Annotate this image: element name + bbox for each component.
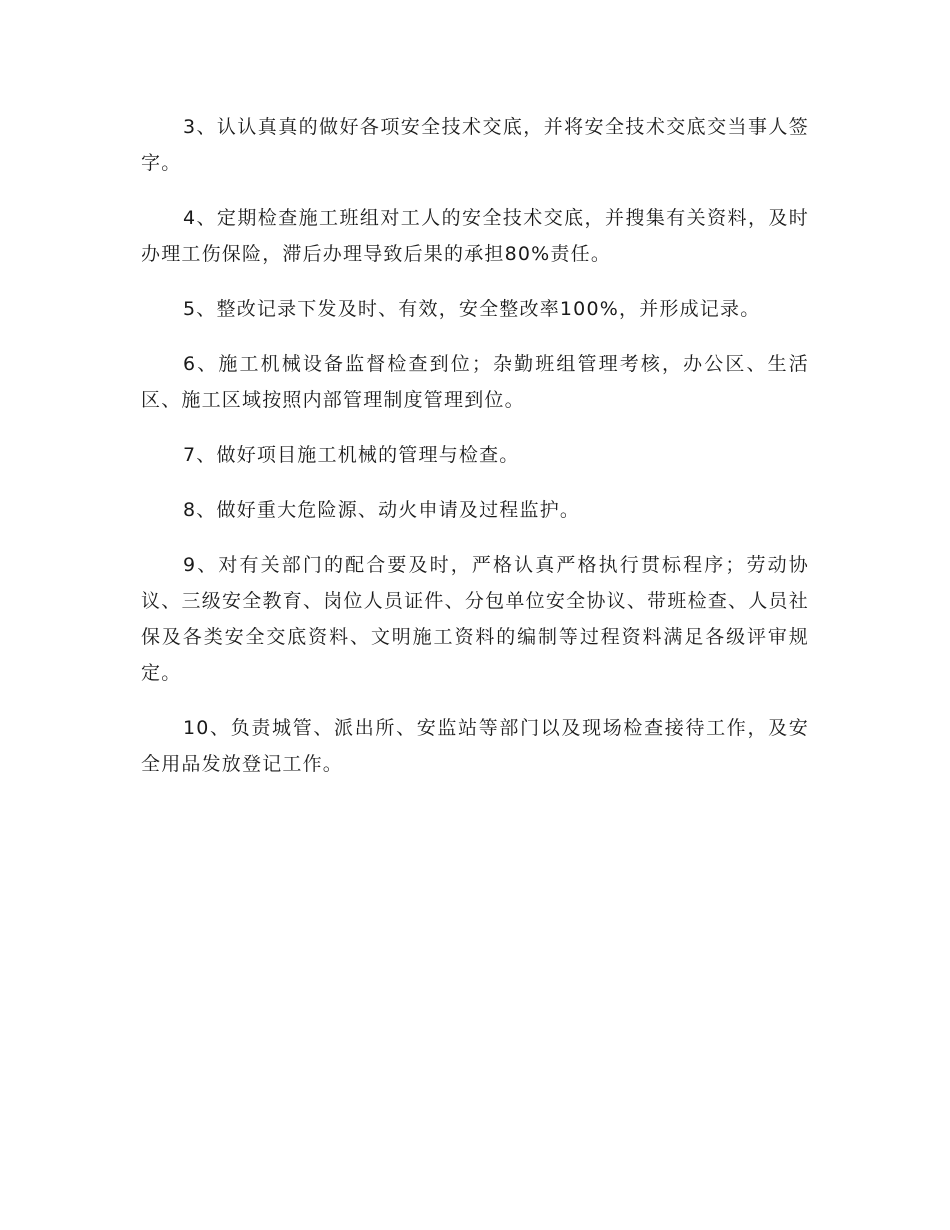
paragraph-item-4: 4、定期检查施工班组对工人的安全技术交底，并搜集有关资料，及时办理工伤保险，滞后办理导致后果的承担80%责任。	[141, 207, 809, 265]
paragraph-item-5: 5、整改记录下发及时、有效，安全整改率100%，并形成记录。	[183, 298, 761, 320]
document-body	[141, 109, 809, 801]
paragraph-item-3: 3、认认真真的做好各项安全技术交底，并将安全技术交底交当事人签字。	[141, 116, 809, 174]
paragraph-item-6: 6、施工机械设备监督检查到位；杂勤班组管理考核，办公区、生活区、施工区域按照内部管理制度管理到位。	[141, 353, 809, 411]
paragraph-item-9: 9、对有关部门的配合要及时，严格认真严格执行贯标程序；劳动协议、三级安全教育、岗位人员证件、分包单位安全协议、带班检查、人员社保及各类安全交底资料、文明施工资料的编制等过程资料满足各级评审规定。	[141, 554, 809, 684]
paragraph-item-10: 10、负责城管、派出所、安监站等部门以及现场检查接待工作，及安全用品发放登记工作。	[141, 717, 809, 775]
paragraph-item-7: 7、做好项目施工机械的管理与检查。	[183, 444, 520, 466]
paragraph-item-8: 8、做好重大危险源、动火申请及过程监护。	[183, 499, 581, 521]
